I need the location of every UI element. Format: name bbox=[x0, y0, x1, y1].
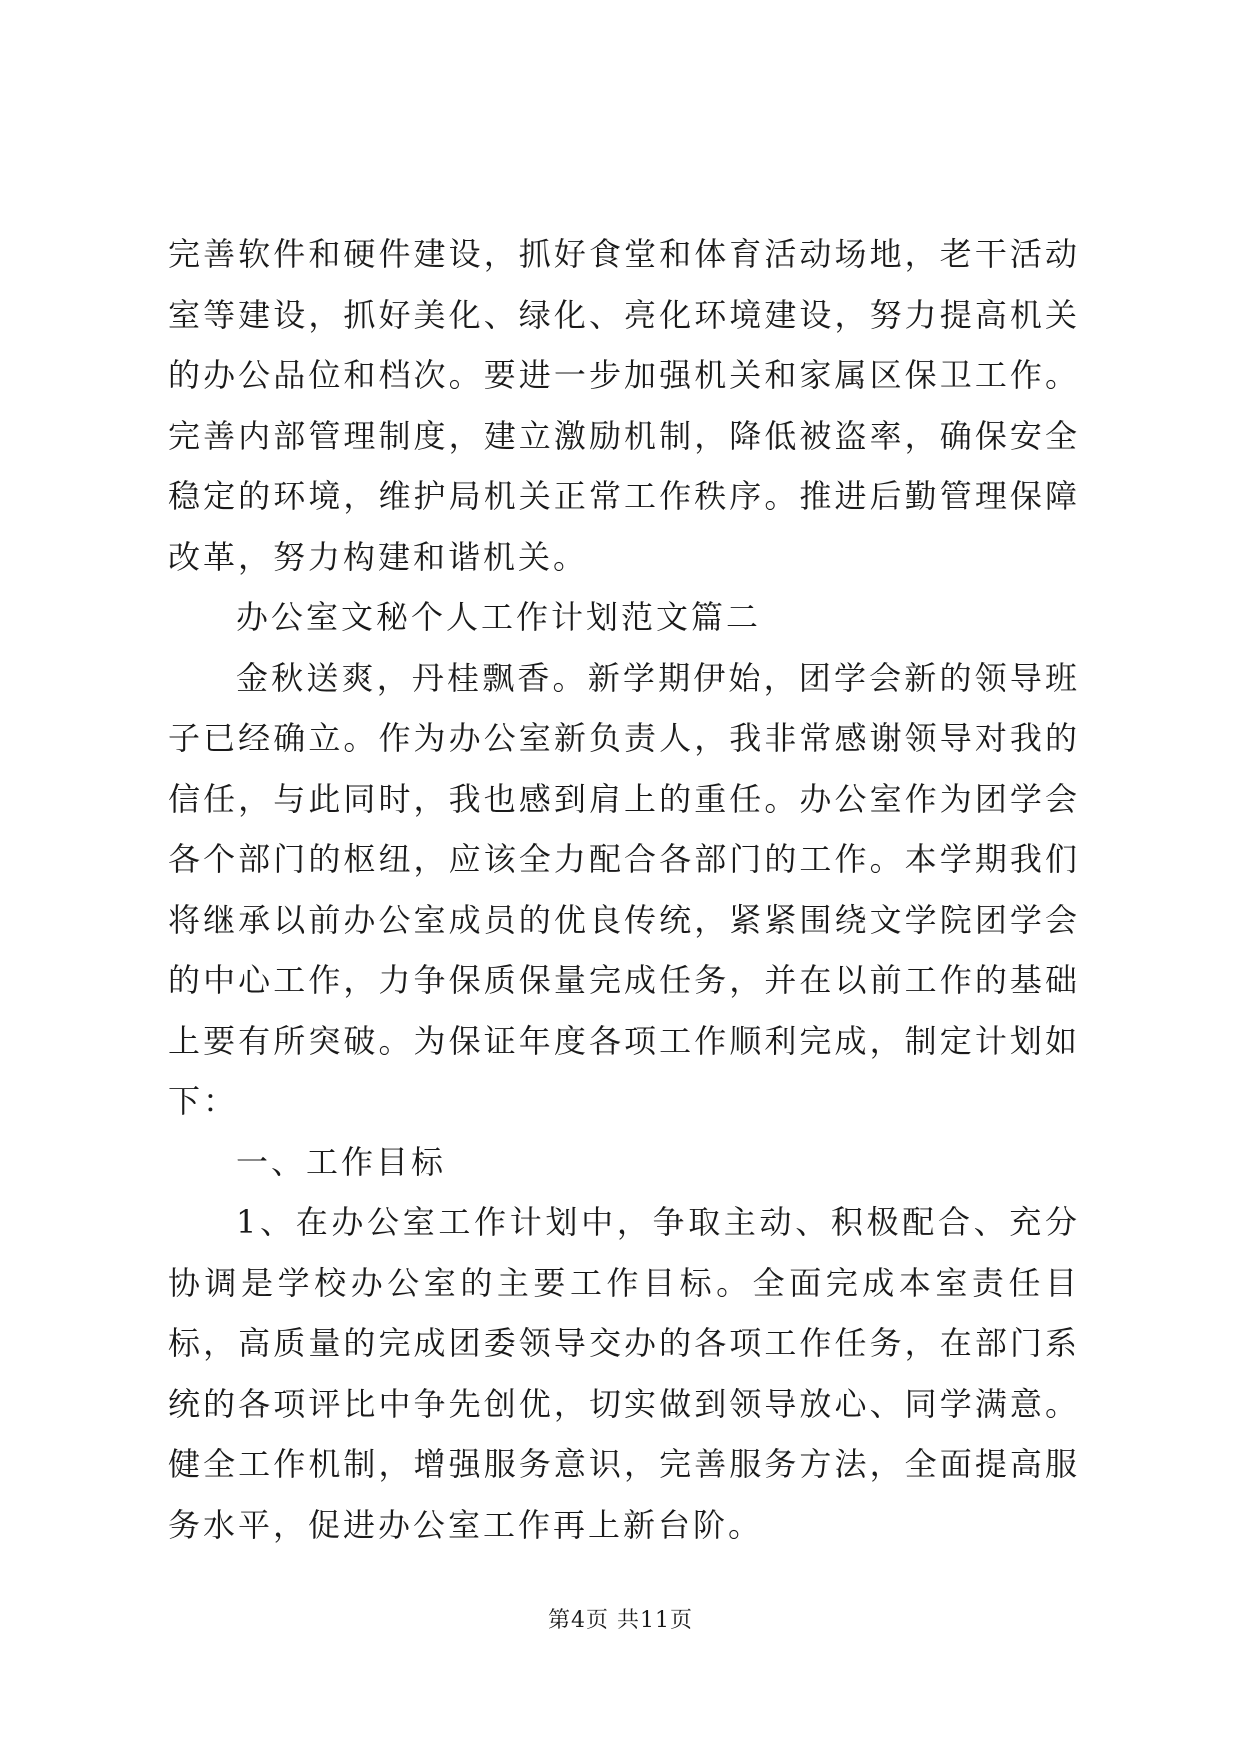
section-title: 办公室文秘个人工作计划范文篇二 bbox=[236, 598, 762, 636]
document-body bbox=[168, 224, 1080, 1555]
paragraph-goal-1: 1、在办公室工作计划中，争取主动、积极配合、充分协调是学校办公室的主要工作目标。全面完成本室责任目标，高质量的完成团委领导交办的各项工作任务，在部门系统的各项评比中争先创优，切实做到领导放心、同学满意。健全工作机制，增强服务意识，完善服务方法，全面提高服务水平，促进办公室工作再上新台阶。 bbox=[168, 1203, 1080, 1544]
paragraph-intro: 金秋送爽，丹桂飘香。新学期伊始，团学会新的领导班子已经确立。作为办公室新负责人，我非常感谢领导对我的信任，与此同时，我也感到肩上的重任。办公室作为团学会各个部门的枢纽，应该全力配合各部门的工作。本学期我们将继承以前办公室成员的优良传统，紧紧围绕文学院团学会的中心工作，力争保质保量完成任务，并在以前工作的基础上要有所突破。为保证年度各项工作顺利完成，制定计划如下： bbox=[168, 658, 1080, 1120]
page-footer: 第4页 共11页 bbox=[548, 1608, 693, 1633]
heading-work-goals: 一、工作目标 bbox=[236, 1142, 447, 1181]
paragraph-continued: 完善软件和硬件建设，抓好食堂和体育活动场地，老干活动室等建设，抓好美化、绿化、亮化环境建设，努力提高机关的办公品位和档次。要进一步加强机关和家属区保卫工作。完善内部管理制度，建立激励机制，降低被盗率，确保安全稳定的环境，维护局机关正常工作秩序。推进后勤管理保障改革，努力构建和谐机关。 bbox=[168, 235, 1080, 576]
